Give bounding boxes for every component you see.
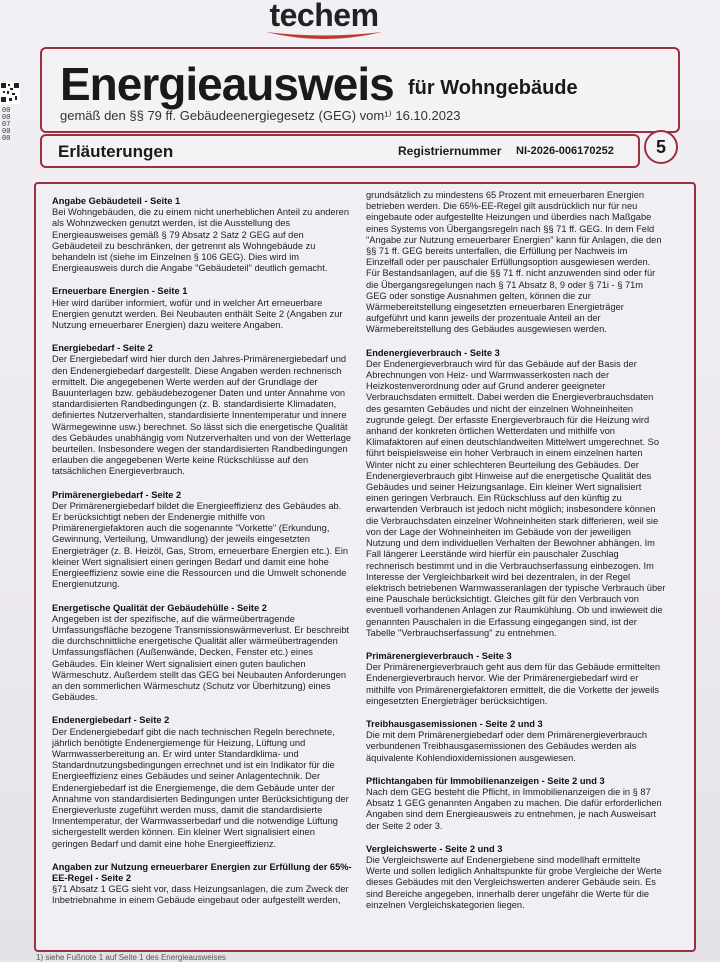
explanation-section xyxy=(52,286,352,331)
logo-text: techem xyxy=(269,0,379,33)
explanation-section xyxy=(366,348,666,639)
footnote: 1) siehe Fußnote 1 auf Seite 1 des Energieausweises xyxy=(36,953,226,962)
title-header xyxy=(40,47,680,133)
section-heading: Treibhausgasemissionen - Seite 2 und 3 xyxy=(366,718,543,729)
section-text: Der Endenergieverbrauch wird für das Gebäude auf der Basis der Abrechnungen von Heiz- und Warmwasserkosten nach der Heizkostenverordnung oder auf Grund anderer geeigneter Verbrauchsdaten ermittelt. Dabei werden die Energieverbrauchsdaten des gesamten Gebäudes und nicht der einzelnen Wohneinheiten zugrunde gelegt. Der erfasste Energieverbrauch für die Heizung wird anhand der konkreten örtlichen Wetterdaten und mithilfe von Klimafaktoren auf einen deutschlandweiten Mittelwert umgerechnet. So führt beispielsweise ein hoher Verbrauch in einem einzelnen harten Winter nicht zu einer schlechteren Beurteilung des Gebäudes. Der Endenergieverbrauch gibt Hinweise auf die energetische Qualität des Gebäudes und seiner Heizungsanlage. Ein kleiner Wert signalisiert einen geringen Verbrauch. Ein Rückschluss auf den künftig zu erwartenden Verbrauch ist jedoch nicht möglich; insbesondere können die Verbrauchsdaten einzelner Wohneinheiten stark differieren, weil sie von der Lage der Wohneinheiten im Gebäude von der jeweiligen Nutzung und dem individuellen Verhalten der Bewohner abhängen. Im Fall längerer Leerstände wird hierfür ein pauschaler Zuschlag rechnerisch bestimmt und in die Verbrauchserfassung einbezogen. Im Interesse der Vergleichbarkeit wird bei dezentralen, in der Regel elektrisch betriebenen Warmwasseranlagen der typische Verbrauch über eine Pauschale berücksichtigt. Gleiches gilt für den Verbrauch von eventuell vorhandenen Anlagen zur Raumkühlung. Ob und inwieweit die genannten Pauschalen in die Erfassung eingegangen sind, ist der Tabelle "Verbrauchserfassung" zu entnehmen. xyxy=(366,358,666,638)
explanation-section xyxy=(366,844,666,911)
explanation-section xyxy=(366,776,666,832)
section-bar xyxy=(40,134,640,168)
section-text: §71 Absatz 1 GEG sieht vor, dass Heizungsanlagen, die zum Zweck der Inbetriebnahme in einem Gebäude eingebaut oder aufgestellt werden, xyxy=(52,884,349,906)
explanation-section xyxy=(52,490,352,591)
section-heading: Energiebedarf - Seite 2 xyxy=(52,343,153,354)
section-text: Der Endenergiebedarf gibt die nach technischen Regeln berechnete, jährlich benötigte Endenergiemenge für Heizung, Lüftung und Warmwasserbereitung an. Er wird unter Standardklima- und Standardnutzungsbedingungen errechnet und ist ein Indikator für die Energieeffizienz eines Gebäudes und seiner Anlagentechnik. Der Endenergiebedarf ist die Energiemenge, die dem Gebäude unter der Annahme von standardisierten Bedingungen unter Berücksichtigung der Energieverluste zugeführt werden muss, damit die standardisierte Innentemperatur, der Warmwasserbedarf und die notwendige Lüftung sichergestellt werden können. Ein kleiner Wert signalisiert einen geringen Bedarf und damit eine hohe Energieeffizienz. xyxy=(52,726,349,849)
legal-subtitle: gemäß den §§ 79 ff. Gebäudeenergiegesetz (GEG) vom¹⁾ 16.10.2023 xyxy=(60,108,461,123)
page-number-badge: 5 xyxy=(644,130,678,164)
explanation-section xyxy=(52,715,352,849)
section-heading: Angabe Gebäudeteil - Seite 1 xyxy=(52,196,181,206)
explanation-section xyxy=(52,603,352,704)
explanation-section xyxy=(366,190,666,336)
explanation-section xyxy=(366,719,666,764)
registration-number: NI-2026-006170252 xyxy=(516,145,614,157)
explanation-section xyxy=(52,862,352,907)
section-heading: Erneuerbare Energien - Seite 1 xyxy=(52,286,188,297)
section-heading: Primärenergieverbrauch - Seite 3 xyxy=(366,650,512,661)
section-text: Nach dem GEG besteht die Pflicht, in Immobilienanzeigen die in § 87 Absatz 1 GEG genannten Angaben zu machen. Die dafür erforderlichen Angaben sind dem Energieausweis zu entnehmen, je nach Ausweisart der Seite 2 oder 3. xyxy=(366,786,662,831)
section-text: Hier wird darüber informiert, wofür und in welcher Art erneuerbare Energien genutzt werden. Bei Neubauten enthält Seite 2 (Angaben zur Nutzung erneuerbarer Energien) dazu weitere Angaben. xyxy=(52,297,343,331)
section-text: Bei Wohngebäuden, die zu einem nicht unerheblichen Anteil zu anderen als Wohnzwecken genutzt werden, ist die Ausstellung des Energieausweises gemäß § 79 Absatz 2 Satz 2 GEG auf den Gebäudeteil zu beschränken, der getrennt als Wohngebäude zu behandeln ist (siehe im Einzelnen § 106 GEG). Dies wird im Energieausweis durch die Angabe "Gebäudeteil" deutlich gemacht. xyxy=(52,207,350,274)
section-text: Der Energiebedarf wird hier durch den Jahres-Primärenergiebedarf und den Endenergiebedarf dargestellt. Diese Angaben werden rechnerisch ermittelt. Die angegebenen Werte werden auf der Grundlage der Bauunterlagen bzw. gebäudebezogener Daten und unter Annahme von standardisierten Randbedingungen (z. B. standardisierte Klimadaten, definiertes Nutzerverhalten, standardisierte Innentemperatur und innere Wärmegewinne usw.) berechnet. So lässt sich die energetische Qualität des Gebäudes unabhängig vom Nutzerverhalten und von der Wetterlage beurteilen. Insbesondere wegen der standardisierten Randbedingungen erlauben die angegebenen Werte keine Rückschlüsse auf den tatsächlichen Energieverbrauch. xyxy=(52,354,352,477)
section-heading: Endenergieverbrauch - Seite 3 xyxy=(366,347,500,358)
section-text: Die mit dem Primärenergiebedarf oder dem Primärenergieverbrauch verbundenen Treibhausgasemissionen des Gebäudes werden als äquivalente Kohlendioxidemissionen ausgewiesen. xyxy=(366,730,648,763)
left-column xyxy=(52,196,352,919)
section-heading: Vergleichswerte - Seite 2 und 3 xyxy=(366,843,503,854)
explanation-section xyxy=(52,196,352,274)
section-text: Der Primärenergieverbrauch geht aus dem für das Gebäude ermittelten Endenergieverbrauch hervor. Wie der Primärenergiebedarf wird er mithilfe von Primärenergiefaktoren ermittelt, die die Vorkette der jeweils eingesetzten Energieträger berücksichtigen. xyxy=(366,662,661,706)
page-title: Energieausweis xyxy=(60,58,394,110)
explanations-box xyxy=(34,182,696,952)
explanation-section xyxy=(366,651,666,707)
section-heading: Endenergiebedarf - Seite 2 xyxy=(52,715,170,726)
section-heading: Pflichtangaben für Immobilienanzeigen - Seite 2 und 3 xyxy=(366,775,605,786)
techem-logo xyxy=(262,0,386,42)
registration-label: Registriernummer xyxy=(398,144,502,158)
section-text: grundsätzlich zu mindestens 65 Prozent mit erneuerbaren Energien betrieben werden. Die 65%-EE-Regel gilt ausdrücklich nur für neu eingebaute oder aufgestellte Heizungen und überdies nach Maßgabe eines Systems von Übergangsregeln nach §§ 71 ff. GEG. In dem Feld "Angabe zur Nutzung erneuerbarer Energien" kann für Anlagen, die den §§ 71 ff. GEG bereits unterfallen, die Erfüllung per Nachweis im Einzelfall oder per pauschaler Erfüllungsoption ausgewiesen werden. Für Bestandsanlagen, auf die §§ 71 ff. nicht anzuwenden sind oder für die Übergangsregelungen nach § 71 Absatz 8, 9 oder § 71i - § 71m GEG oder sonstige Ausnahmen gelten, können die zur Wärmebereitstellung eingesetzten erneuerbaren Energieträger aufgeführt und kann jeweils der prozentuale Anteil an der Wärmebereitstellung des Gebäudes ausgewiesen werden. xyxy=(366,190,662,335)
qr-code-icon xyxy=(0,82,20,104)
right-column xyxy=(366,190,666,923)
section-heading: Energetische Qualität der Gebäudehülle - Seite 2 xyxy=(52,602,267,613)
explanation-section xyxy=(52,343,352,477)
section-text: Die Vergleichswerte auf Endenergiebene sind modellhaft ermittelte Werte und sollen lediglich Anhaltspunkte für grobe Vergleiche der Werte dieses Gebäudes mit den Vergleichswerten anderer Gebäude sein. Es sind Bereiche angegeben, innerhalb derer ungefähr die Werte für die einzelnen Vergleichskategorien liegen. xyxy=(366,854,662,910)
section-heading: Angaben zur Nutzung erneuerbarer Energien zur Erfüllung der 65%-EE-Regel - Seite 2 xyxy=(52,861,352,883)
section-title: Erläuterungen xyxy=(58,142,174,161)
title-suffix: für Wohngebäude xyxy=(408,77,578,99)
section-text: Der Primärenergiebedarf bildet die Energieeffizienz des Gebäudes ab. Er berücksichtigt neben der Endenergie mithilfe von Primärenergiefaktoren auch die sogenannte "Vorkette" (Erkundung, Gewinnung, Verteilung, Umwandlung) der jeweils eingesetzten Energieträger (z. B. Heizöl, Gas, Strom, erneuerbare Energien etc.). Ein kleiner Wert signalisiert einen geringen Bedarf und damit eine hohe Energieeffizienz sowie eine die Ressourcen und die Umwelt schonende Energienutzung. xyxy=(52,500,349,590)
section-text: Angegeben ist der spezifische, auf die wärmeübertragende Umfassungsfläche bezogene Transmissionswärmeverlust. Er beschreibt die durchschnittliche energetische Qualität aller wärmeübertragenden Umfassungsflächen (Außenwände, Decken, Fenster etc.) eines Gebäudes. Ein kleiner Wert signalisiert einen guten baulichen Wärmeschutz. Außerdem stellt das GEG bei Neubauten Anforderungen an den sommerlichen Wärmeschutz (Schutz vor Überhitzung) eines Gebäudes. xyxy=(52,613,350,703)
section-heading: Primärenergiebedarf - Seite 2 xyxy=(52,489,182,500)
side-code: 000007 0000 xyxy=(2,107,11,143)
